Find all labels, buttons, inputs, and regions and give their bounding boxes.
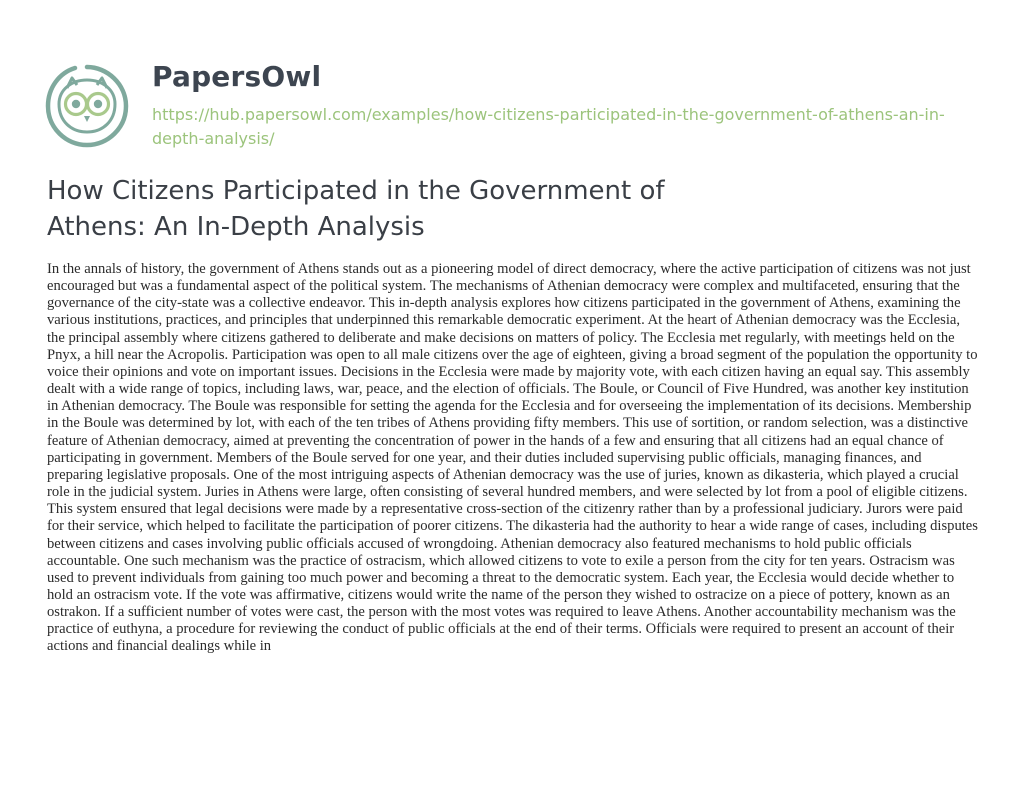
article-title: How Citizens Participated in the Government of Athens: An In-Depth Analysis (47, 176, 665, 242)
article-url-link[interactable]: https://hub.papersowl.com/examples/how-citizens-participated-in-the-government-of-athens-an-in-depth-analysis/ (152, 105, 945, 148)
owl-logo-icon[interactable] (45, 64, 129, 148)
site-header (45, 60, 985, 150)
brand-name[interactable]: PapersOwl (152, 60, 322, 93)
article-body: In the annals of history, the government of Athens stands out as a pioneering model of direct democracy, where the active participation of citizens was not just encouraged but was a fundamental aspect of the political system. The mechanisms of Athenian democracy were complex and multifaceted, ensuring that the governance of the city-state was a collective endeavor. This in-depth analysis explores how citizens participated in the government of Athens, examining the various institutions, practices, and principles that underpinned this remarkable democratic experiment. At the heart of Athenian democracy was the Ecclesia, the principal assembly where citizens gathered to deliberate and make decisions on matters of policy. The Ecclesia met regularly, with meetings held on the Pnyx, a hill near the Acropolis. Participation was open to all male citizens over the age of eighteen, giving a broad segment of the population the opportunity to voice their opinions and vote on important issues. Decisions in the Ecclesia were made by majority vote, with each citizen having an equal say. This assembly dealt with a wide range of topics, including laws, war, peace, and the election of officials. The Boule, or Council of Five Hundred, was another key institution in Athenian democracy. The Boule was responsible for setting the agenda for the Ecclesia and for overseeing the implementation of its decisions. Membership in the Boule was determined by lot, with each of the ten tribes of Athens providing fifty members. This use of sortition, or random selection, was a distinctive feature of Athenian democracy, aimed at preventing the concentration of power in the hands of a few and ensuring that all citizens had an equal chance of participating in government. Members of the Boule served for one year, and their duties included supervising public officials, managing finances, and preparing legislative proposals. One of the most intriguing aspects of Athenian democracy was the use of juries, known as dikasteria, which played a crucial role in the judicial system. Juries in Athens were large, often consisting of several hundred members, and were selected by lot from a pool of eligible citizens. This system ensured that legal decisions were made by a representative cross-section of the citizenry rather than by a professional judiciary. Jurors were paid for their service, which helped to facilitate the participation of poorer citizens. The dikasteria had the authority to hear a wide range of cases, including disputes between citizens and cases involving public officials accused of wrongdoing. Athenian democracy also featured mechanisms to hold public officials accountable. One such mechanism was the practice of ostracism, which allowed citizens to vote to exile a person from the city for ten years. Ostracism was used to prevent individuals from gaining too much power and becoming a threat to the democratic system. Each year, the Ecclesia would decide whether to hold an ostracism vote. If the vote was affirmative, citizens would write the name of the person they wished to ostracize on a piece of pottery, known as an ostrakon. If a sufficient number of votes were cast, the person with the most votes was required to leave Athens. Another accountability mechanism was the practice of euthyna, a procedure for reviewing the conduct of public officials at the end of their terms. Officials were required to present an account of their actions and financial dealings while in (47, 261, 978, 655)
